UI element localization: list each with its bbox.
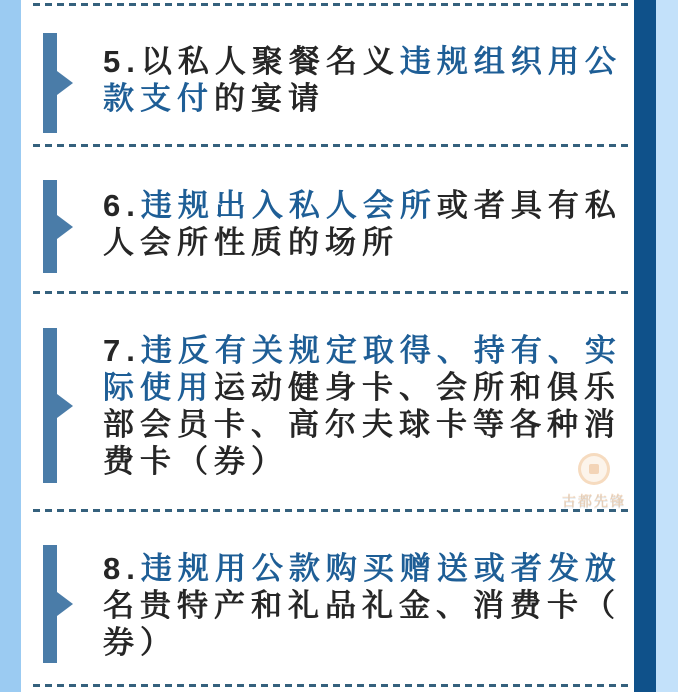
right-accent-strip	[656, 0, 678, 692]
arrow-marker-icon	[43, 545, 57, 663]
plain-text: 6.	[103, 188, 141, 223]
arrow-marker-icon	[43, 180, 57, 273]
rule-text-line	[103, 443, 633, 480]
rule-text-line	[103, 587, 633, 624]
arrow-marker-icon	[43, 328, 57, 483]
rule-text-line	[103, 224, 633, 261]
plain-text: 或者具有私	[436, 188, 622, 223]
dashed-divider	[33, 3, 633, 6]
plain-text: 费卡（券）	[103, 444, 288, 479]
rule-text	[103, 187, 633, 261]
right-accent-bar	[634, 0, 656, 692]
plain-text: 人会所性质的场所	[103, 225, 399, 260]
rule-text	[103, 550, 633, 661]
plain-text: 7.	[103, 333, 141, 368]
plain-text: 8.	[103, 551, 141, 586]
rule-text-line	[103, 332, 633, 369]
dashed-divider	[33, 291, 633, 294]
rule-text-line	[103, 80, 633, 117]
highlighted-text: 违反有关规定取得、持有、实	[140, 333, 622, 368]
left-accent-strip	[0, 0, 21, 692]
rule-text	[103, 332, 633, 480]
highlighted-text: 违规用公款购买赠送或者发放	[140, 551, 622, 586]
dashed-divider	[33, 509, 633, 512]
plain-text: 5.以私人聚餐名义	[103, 44, 400, 79]
rule-text-line	[103, 369, 633, 406]
plain-text: 部会员卡、高尔夫球卡等各种消	[103, 407, 621, 442]
rules-list	[33, 0, 633, 692]
rule-text-line	[103, 187, 633, 224]
dashed-divider	[33, 144, 633, 147]
dashed-divider	[33, 684, 633, 687]
plain-text: 的宴请	[214, 81, 325, 116]
highlighted-text: 际使用	[103, 370, 214, 405]
highlighted-text: 违规组织用公	[399, 44, 622, 79]
rule-text-line	[103, 406, 633, 443]
arrow-marker-icon	[43, 33, 57, 133]
plain-text: 运动健身卡、会所和俱乐	[214, 370, 621, 405]
highlighted-text: 款支付	[103, 81, 214, 116]
rule-text-line	[103, 43, 633, 80]
rule-text-line	[103, 550, 633, 587]
plain-text: 名贵特产和礼品礼金、消费卡（	[103, 588, 621, 623]
plain-text: 券）	[103, 625, 177, 660]
watermark-text: 古都先锋	[562, 493, 626, 509]
rule-text-line	[103, 624, 633, 661]
rule-text	[103, 43, 633, 117]
highlighted-text: 违规出入私人会所	[140, 188, 437, 223]
